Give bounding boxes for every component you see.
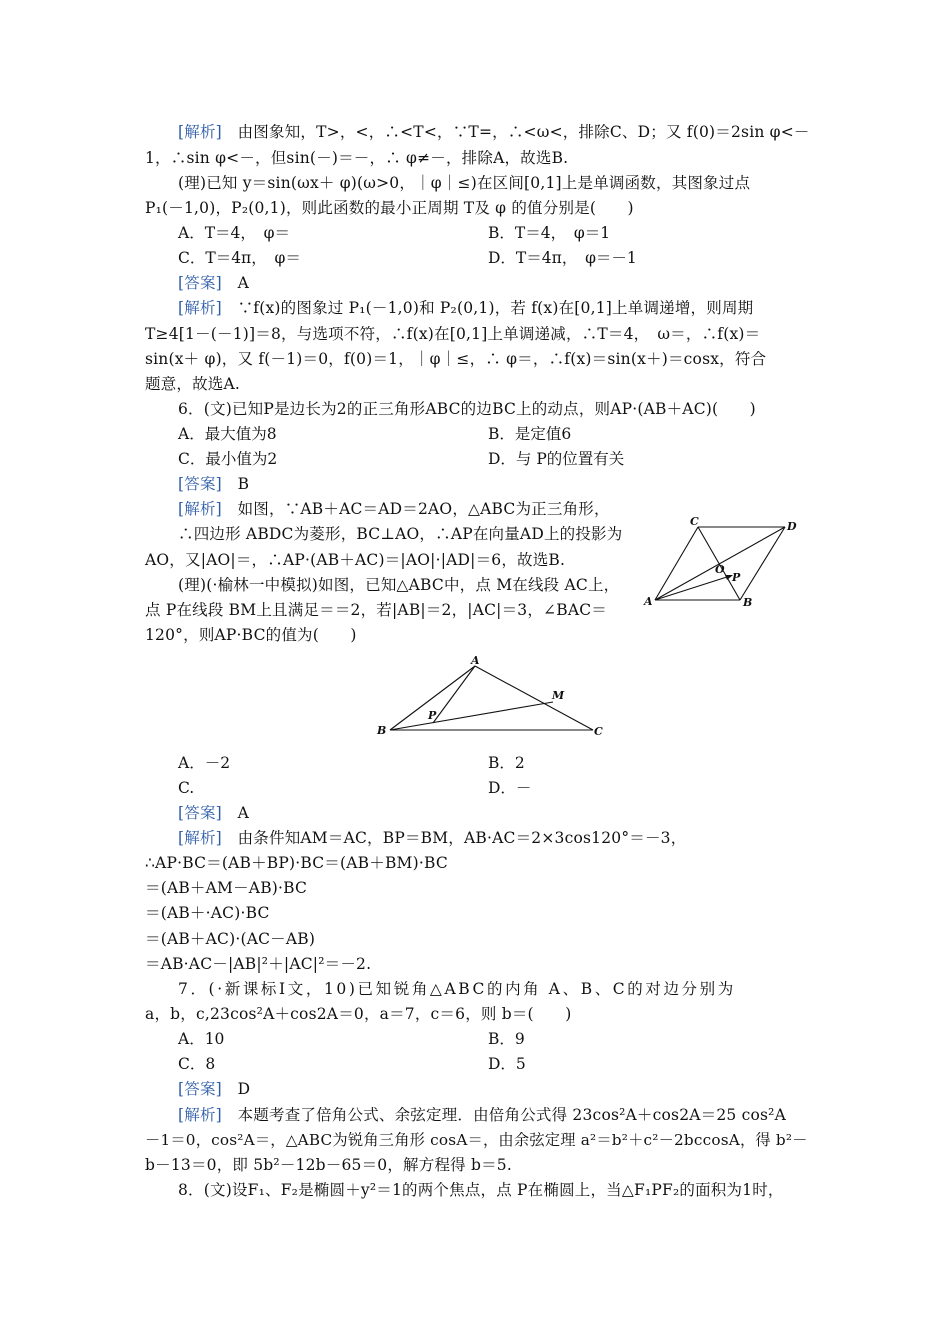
option-a: A．10 (178, 1030, 225, 1048)
answer-line: [答案] B (178, 475, 250, 493)
segment-ap (433, 666, 475, 723)
analysis-tag: [解析] (178, 500, 222, 518)
text-line: sin(x＋ φ)，又 f(－1)＝0，f(0)＝1，｜φ｜≤，∴ φ＝，∴f(x)＝sin(x＋)＝cosx，符合 (145, 350, 767, 368)
text-line: 题意，故选A. (145, 375, 241, 393)
analysis-tag: [解析] (178, 299, 222, 317)
text-line: a，b，c,23cos²A＋cos2A＝0，a＝7，c＝6，则 b＝( ) (145, 1005, 572, 1023)
answer-tag: [答案] (178, 274, 222, 292)
answer-tag: [答案] (178, 804, 222, 822)
answer-line: [答案] D (178, 1080, 251, 1098)
text-line: ＝(AB＋AC)·(AC－AB) (145, 930, 316, 948)
question-stem: 7．(·新课标Ⅰ文，10)已知锐角△ABC的内角 A、B、C的对边分别为 (178, 980, 736, 998)
label-p: P (732, 571, 741, 584)
option-d: D．T＝4π， φ＝－1 (488, 249, 637, 267)
analysis-tag: [解析] (178, 123, 222, 141)
text-line: [解析] 由图象知，T>，<，∴<T<，∵T=，∴<ω<，排除C、D；又 f(0)＝2sin φ<－ (178, 123, 810, 141)
text-line: 120°，则AP·BC的值为( ) (145, 626, 357, 644)
option-b: B．9 (488, 1030, 525, 1048)
question-stem: 6．(文)已知P是边长为2的正三角形ABC的边BC上的动点，则AP·(AB＋AC)( ) (178, 400, 756, 418)
option-a: A．T＝4， φ＝ (178, 224, 290, 242)
text-line: AO，又|AO|＝，∴AP·(AB＋AC)＝|AO|·|AD|＝6，故选B. (145, 551, 566, 569)
segment-bm (390, 702, 553, 730)
option-b: B．T＝4， φ＝1 (488, 224, 611, 242)
option-b: B．2 (488, 754, 525, 772)
question-stem: (理)(·榆林一中模拟)如图，已知△ABC中，点 M在线段 AC上， (178, 576, 620, 594)
text-line: 1，∴sin φ<－，但sin(－)＝－，∴ φ≠－，排除A，故选B. (145, 149, 569, 167)
answer-tag: [答案] (178, 1080, 222, 1098)
text-line: [解析] 如图，∵AB＋AC＝AD＝2AO，△ABC为正三角形， (178, 500, 610, 518)
text-line: ∴四边形 ABDC为菱形，BC⊥AO，∴AP在向量AD上的投影为 (178, 525, 623, 543)
option-b: B．是定值6 (488, 425, 572, 443)
label-c: C (690, 515, 699, 528)
text-line: [解析] ∵f(x)的图象过 P₁(－1,0)和 P₂(0,1)，若 f(x)在[0,1]上单调递增，则周期 (178, 299, 754, 317)
triangle-figure (370, 652, 610, 742)
segment-ca (655, 527, 698, 600)
text-line: 点 P在线段 BM上且满足＝＝2，若|AB|＝2，|AC|＝3，∠BAC＝ (145, 601, 607, 619)
text-line: [解析] 本题考查了倍角公式、余弦定理．由倍角公式得 23cos²A＋cos2A＝25 cos²A (178, 1106, 786, 1124)
question-stem: 8．(文)设F₁、F₂是椭圆＋y²＝1的两个焦点，点 P在椭圆上，当△F₁PF₂的面积为1时， (178, 1181, 784, 1199)
label-b: B (377, 724, 387, 737)
answer-line: [答案] A (178, 804, 249, 822)
option-c: C．T＝4π， φ＝ (178, 249, 301, 267)
answer-tag: [答案] (178, 475, 222, 493)
rhombus-figure (640, 515, 800, 610)
text-line: T≥4[1－(－1)]＝8，与选项不符，∴f(x)在[0,1]上单调递减，∴T＝4， ω＝，∴f(x)＝ (145, 325, 761, 343)
text-line: P₁(－1,0)，P₂(0,1)，则此函数的最小正周期 T及 φ 的值分别是( ) (145, 199, 634, 217)
analysis-tag: [解析] (178, 1106, 222, 1124)
label-a: A (471, 654, 480, 667)
text-line: ＝AB·AC－|AB|²＋|AC|²＝－2. (145, 955, 372, 973)
text-line: ＝(AB＋AM－AB)·BC (145, 879, 308, 897)
option-c: C．最小值为2 (178, 450, 278, 468)
option-c: C. (178, 779, 195, 797)
label-m: M (552, 689, 565, 702)
label-c: C (594, 725, 603, 738)
text-line: ∴AP·BC＝(AB＋BP)·BC＝(AB＋BM)·BC (145, 854, 448, 872)
option-a: A．－2 (178, 754, 231, 772)
text-line: [解析] 由条件知AM＝AC，BP＝BM，AB·AC＝2×3cos120°＝－3， (178, 829, 687, 847)
label-a: A (644, 595, 653, 608)
option-d: D．5 (488, 1055, 526, 1073)
label-b: B (743, 596, 753, 609)
option-d: D．－ (488, 779, 532, 797)
label-o: O (715, 563, 725, 576)
text-line: －1＝0，cos²A＝，△ABC为锐角三角形 cosA＝，由余弦定理 a²＝b²＋c²－2bccosA，得 b²－ (145, 1131, 808, 1149)
analysis-tag: [解析] (178, 829, 222, 847)
option-c: C．8 (178, 1055, 216, 1073)
label-p: P (428, 709, 437, 722)
text-line: b－13＝0，即 5b²－12b－65＝0，解方程得 b＝5. (145, 1156, 512, 1174)
question-stem: (理)已知 y＝sin(ωx＋ φ)(ω>0，｜φ｜≤)在区间[0,1]上是单调函数，其图象过点 (178, 174, 751, 192)
segment-ac (475, 666, 593, 730)
label-d: D (787, 520, 797, 533)
segment-db (740, 527, 785, 600)
answer-line: [答案] A (178, 274, 249, 292)
text-line: ＝(AB＋·AC)·BC (145, 904, 270, 922)
option-a: A．最大值为8 (178, 425, 277, 443)
segment-ap (655, 576, 730, 600)
option-d: D．与 P的位置有关 (488, 450, 625, 468)
